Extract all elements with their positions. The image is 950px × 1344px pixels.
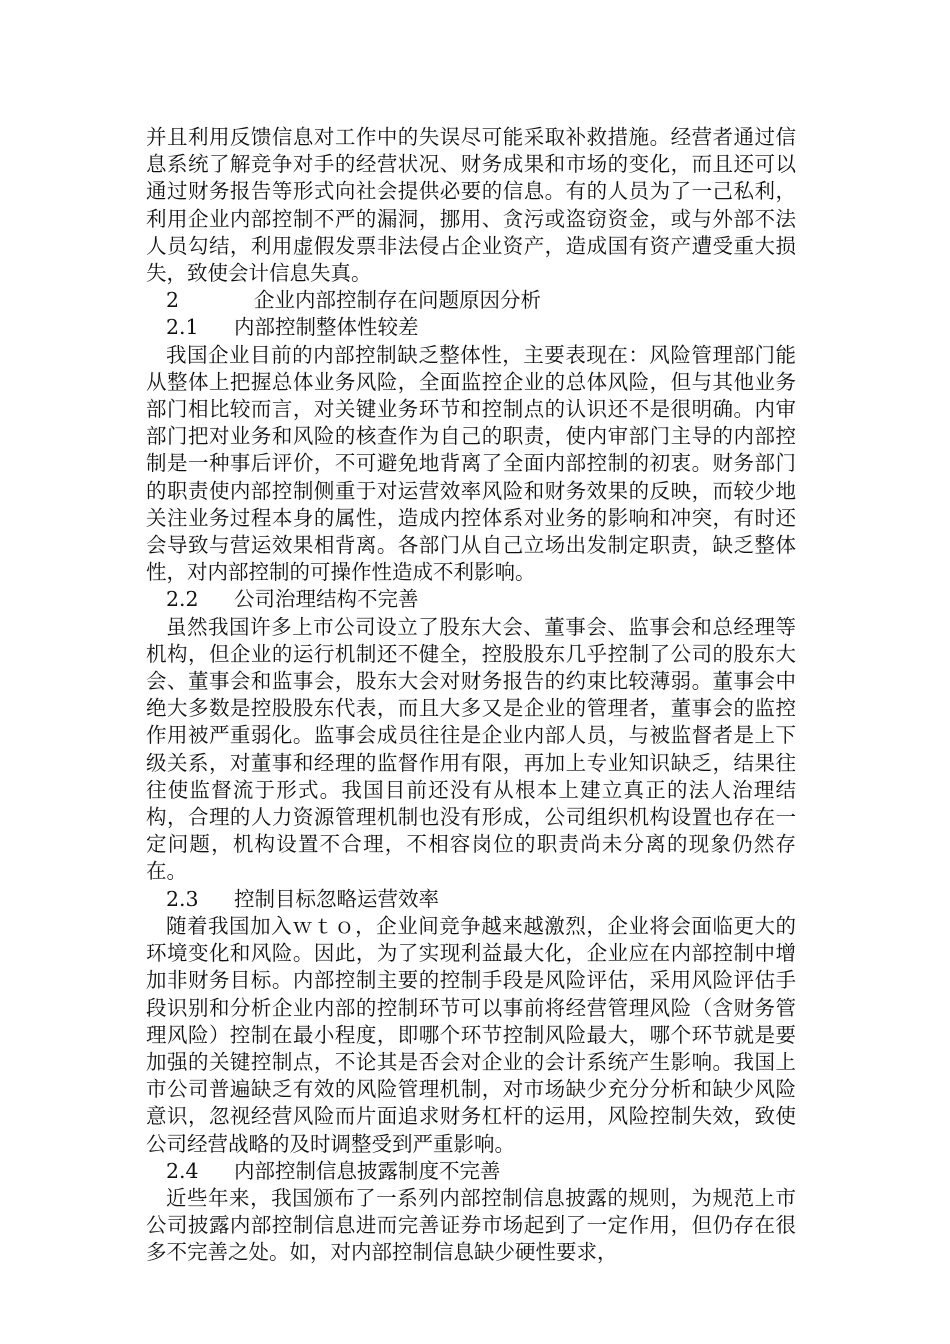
section-heading-2-4 bbox=[146, 1158, 796, 1185]
section-number: 2.4 bbox=[166, 1158, 199, 1183]
paragraph-2-4: 近些年来，我国颁布了一系列内部控制信息披露的规则，为规范上市公司披露内部控制信息进而完善证券市场起到了一定作用，但仍存在很多不完善之处。如，对内部控制信息缺少硬性要求， bbox=[146, 1185, 796, 1265]
section-heading-2 bbox=[146, 287, 796, 314]
paragraph-2-3: 随着我国加入ｗｔｏ，企业间竞争越来越激烈，企业将会面临更大的环境变化和风险。因此，为了实现利益最大化，企业应在内部控制中增加非财务目标。内部控制主要的控制手段是风险评估，采用风险评估手段识别和分析企业内部的控制环节可以事前将经营管理风险（含财务管理风险）控制在最小程度，即哪个环节控制风险最大，哪个环节就是要加强的关键控制点，不论其是否会对企业的会计系统产生影响。我国上市公司普遍缺乏有效的风险管理机制，对市场缺少充分分析和缺少风险意识，忽视经营风险而片面追求财务杠杆的运用，风险控制失效，致使公司经营战略的及时调整受到严重影响。 bbox=[146, 913, 796, 1156]
section-heading-2-3 bbox=[146, 886, 796, 913]
paragraph-2-2: 虽然我国许多上市公司设立了股东大会、董事会、监事会和总经理等机构，但企业的运行机制还不健全，控股股东几乎控制了公司的股东大会、董事会和监事会，股东大会对财务报告的约束比较薄弱。董事会中绝大多数是控股股东代表，而且大多又是企业的管理者，董事会的监控作用被严重弱化。监事会成员往往是企业内部人员，与被监督者是上下级关系，对董事和经理的监督作用有限，再加上专业知识缺乏，结果往往使监督流于形式。我国目前还没有从根本上建立真正的法人治理结构，合理的人力资源管理机制也没有形成，公司组织机构设置也存在一定问题，机构设置不合理，不相容岗位的职责尚未分离的现象仍然存在。 bbox=[146, 614, 796, 884]
section-heading-2-2 bbox=[146, 586, 796, 613]
section-title: 内部控制信息披露制度不完善 bbox=[234, 1158, 501, 1183]
section-heading-2-1 bbox=[146, 314, 796, 341]
section-number: 2.2 bbox=[166, 587, 199, 612]
section-title: 内部控制整体性较差 bbox=[234, 315, 419, 340]
section-number: 2 bbox=[166, 288, 180, 313]
section-title: 控制目标忽略运营效率 bbox=[234, 886, 439, 911]
paragraph-intro: 并且利用反馈信息对工作中的失误尽可能采取补救措施。经营者通过信息系统了解竞争对手的经营状况、财务成果和市场的变化，而且还可以通过财务报告等形式向社会提供必要的信息。有的人员为了一己私利，利用企业内部控制不严的漏洞，挪用、贪污或盗窃资金，或与外部不法人员勾结，利用虚假发票非法侵占企业资产，造成国有资产遭受重大损失，致使会计信息失真。 bbox=[146, 125, 796, 286]
section-title: 公司治理结构不完善 bbox=[234, 587, 419, 612]
document-page bbox=[146, 124, 796, 1267]
paragraph-2-1: 我国企业目前的内部控制缺乏整体性，主要表现在：风险管理部门能从整体上把握总体业务风险，全面监控企业的总体风险，但与其他业务部门相比较而言，对关键业务环节和控制点的认识还不是很明确。内审部门把对业务和风险的核查作为自己的职责，使内审部门主导的内部控制是一种事后评价，不可避免地背离了全面内部控制的初衷。财务部门的职责使内部控制侧重于对运营效率风险和财务效果的反映，而较少地关注业务过程本身的属性，造成内控体系对业务的影响和冲突，有时还会导致与营运效果相背离。各部门从自己立场出发制定职责，缺乏整体性，对内部控制的可操作性造成不利影响。 bbox=[146, 342, 796, 585]
section-number: 2.3 bbox=[166, 886, 199, 911]
section-title: 企业内部控制存在问题原因分析 bbox=[254, 288, 541, 313]
section-number: 2.1 bbox=[166, 315, 199, 340]
